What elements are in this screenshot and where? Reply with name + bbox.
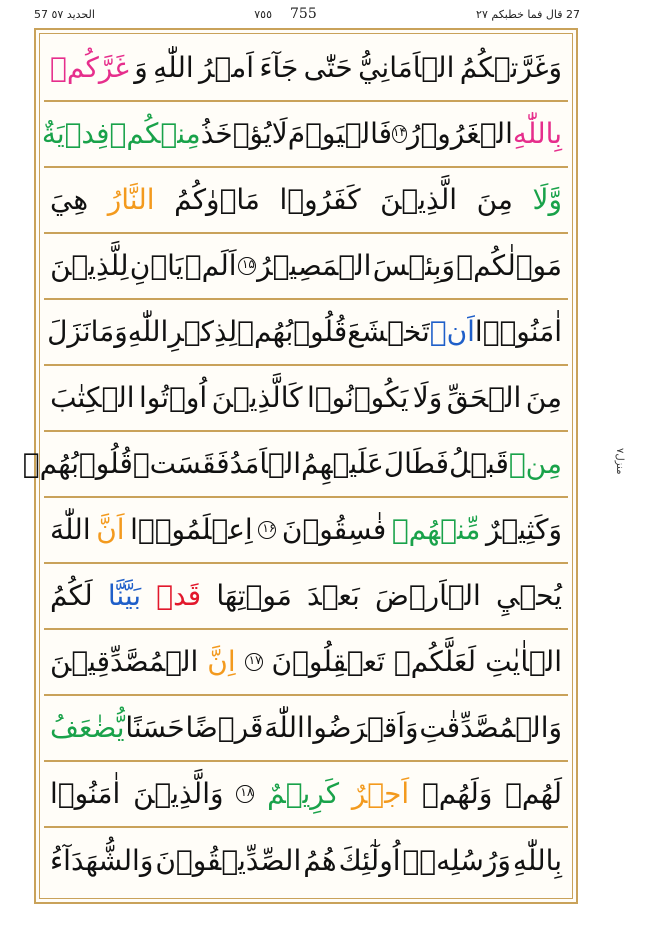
word: لَهُمۡ bbox=[505, 777, 562, 810]
word: اِنَّ bbox=[207, 645, 236, 678]
word: مِنۡكُمۡ bbox=[109, 117, 201, 150]
word: وَلَا bbox=[412, 381, 443, 414]
word: اَلَمۡ bbox=[184, 249, 237, 282]
word: الۡحَقِّ bbox=[446, 381, 522, 414]
word: قَبۡلُ bbox=[449, 447, 509, 480]
word: الۡاَرۡضَ bbox=[374, 579, 481, 612]
word: وَالَّذِيۡنَ bbox=[133, 777, 224, 810]
word: مِنَ bbox=[525, 381, 562, 414]
text-line bbox=[44, 36, 568, 102]
text-line bbox=[41, 102, 568, 168]
word: نَزَلَ bbox=[47, 315, 91, 348]
word: وَالۡمُصَّدِّقٰتِ bbox=[419, 711, 562, 744]
word: لَا bbox=[271, 117, 288, 150]
word: اللّٰهَ bbox=[50, 513, 91, 546]
word: فَالۡيَوۡمَ bbox=[287, 117, 393, 150]
verse-marker: ۱۸ bbox=[236, 785, 254, 803]
word: عَلَيۡهِمُ bbox=[301, 447, 384, 480]
word: فٰسِقُوۡنَ bbox=[281, 513, 387, 546]
word: حَتّٰى bbox=[303, 51, 353, 84]
text-line bbox=[44, 498, 568, 564]
text-line bbox=[44, 168, 568, 234]
word: اِعۡلَمُوۡۤا bbox=[130, 513, 253, 546]
word: مِنۡ bbox=[508, 447, 562, 480]
word: وَمَا bbox=[90, 315, 128, 348]
word: مِنَ bbox=[476, 183, 513, 216]
word: تَخۡشَعَ bbox=[347, 315, 430, 348]
word: مَوۡتِهَا bbox=[216, 579, 292, 612]
text-line bbox=[44, 762, 568, 828]
word: الۡاٰيٰتِ bbox=[485, 645, 562, 678]
word: جَآءَ bbox=[259, 51, 299, 84]
page-number: 755 bbox=[290, 6, 317, 22]
word: لَكُمُ bbox=[50, 579, 93, 612]
verse-marker: ۱۶ bbox=[258, 521, 276, 539]
verse-marker: ۱۴ bbox=[392, 125, 407, 143]
word: الۡاَمَانِيُّ bbox=[358, 51, 455, 84]
word: اللّٰهِ bbox=[153, 51, 194, 84]
word: اَمۡرُ bbox=[198, 51, 254, 84]
word: اُولٰٓئِكَ bbox=[338, 844, 401, 877]
word: وَ bbox=[134, 51, 148, 84]
word: فَطَالَ bbox=[383, 447, 450, 480]
word: اَنۡ bbox=[429, 315, 475, 348]
word: بَيَّنَّا bbox=[107, 579, 142, 612]
word: وَكَثِيۡرٌ bbox=[485, 513, 562, 546]
word: اُوۡتُوا bbox=[139, 381, 208, 414]
text-line bbox=[22, 432, 568, 498]
word: الۡمُصَّدِّقِيۡنَ bbox=[50, 645, 199, 678]
word: الَّذِيۡنَ bbox=[380, 183, 458, 216]
word: اللّٰهِ bbox=[127, 315, 169, 348]
word: كَرِيۡمٌ bbox=[267, 777, 340, 810]
header-center bbox=[254, 6, 316, 22]
word: مِّنۡهُمۡ bbox=[391, 513, 481, 546]
word: اٰمَنُوۡۤا bbox=[474, 315, 562, 348]
page-number-arabic: ٧٥٥ bbox=[254, 7, 272, 21]
word: الۡاَمَدُ bbox=[229, 447, 302, 480]
word: الۡغَرُوۡرُ bbox=[406, 117, 513, 150]
word: كَالَّذِيۡنَ bbox=[211, 381, 303, 414]
word: الۡكِتٰبَ bbox=[50, 381, 135, 414]
word: مَوۡلٰكُمۡ bbox=[456, 249, 562, 282]
word: وَرُسُلِهٖۤ bbox=[402, 844, 511, 877]
word: قُلُوۡبُهُمۡ bbox=[22, 447, 133, 480]
word: يُؤۡخَذُ bbox=[200, 117, 272, 150]
word: وَغَرَّتۡكُمُ bbox=[459, 51, 562, 84]
word: مَاۡوٰكُمُ bbox=[174, 183, 260, 216]
text-line bbox=[44, 696, 568, 762]
word: لِلَّذِيۡنَ bbox=[50, 249, 129, 282]
word: وَالشُّهَدَآءُ bbox=[50, 844, 154, 877]
word: اَجۡرٌ bbox=[351, 777, 410, 810]
word: لِذِكۡرِ bbox=[168, 315, 238, 348]
word: وَّلَا bbox=[532, 183, 562, 216]
word: الصِّدِّيۡقُوۡنَ bbox=[155, 844, 302, 877]
page-header bbox=[34, 0, 580, 28]
text-line bbox=[44, 564, 568, 630]
verse-marker: ۱۵ bbox=[238, 257, 256, 275]
word: قُلُوۡبُهُمۡ bbox=[237, 315, 348, 348]
word: وَلَهُمۡ bbox=[421, 777, 493, 810]
word: غَرَّكُمۡ bbox=[50, 51, 129, 84]
word: هِيَ bbox=[50, 183, 89, 216]
text-line bbox=[44, 630, 568, 696]
word: اللّٰهَ bbox=[264, 711, 305, 744]
header-right: 27 قال فما خطبكم ٢٧ bbox=[476, 7, 580, 21]
word: وَبِئۡسَ bbox=[372, 249, 455, 282]
word: هُمُ bbox=[303, 844, 337, 877]
manzil-label: منزل٧ bbox=[614, 448, 625, 475]
verse-marker: ۱۷ bbox=[245, 653, 263, 671]
word: تَعۡقِلُوۡنَ bbox=[271, 645, 385, 678]
word: النَّارُ bbox=[107, 183, 155, 216]
word: بَعۡدَ bbox=[307, 579, 360, 612]
word: فَقَسَتۡ bbox=[132, 447, 230, 480]
word: يُحۡيِ bbox=[495, 579, 562, 612]
word: اَنَّ bbox=[96, 513, 125, 546]
text-line bbox=[44, 300, 568, 366]
text-frame bbox=[22, 28, 578, 904]
word: لَعَلَّكُمۡ bbox=[393, 645, 477, 678]
word: حَسَنًا bbox=[125, 711, 185, 744]
text-line bbox=[44, 828, 568, 894]
word: كَفَرُوۡا bbox=[279, 183, 361, 216]
word: بِاللّٰهِ bbox=[512, 117, 562, 150]
word: بِاللّٰهِ bbox=[512, 844, 562, 877]
word: يَاۡنِ bbox=[129, 249, 184, 282]
text-line bbox=[44, 366, 568, 432]
word: يُّضٰعَفُ bbox=[50, 711, 125, 744]
word: وَاَقۡرَضُوا bbox=[305, 711, 419, 744]
header-left: 57 الحديد ٥٧ bbox=[34, 7, 95, 21]
word: قَدۡ bbox=[156, 579, 202, 612]
word: قَرۡضًا bbox=[185, 711, 264, 744]
word: فِدۡيَةٌ bbox=[41, 117, 110, 150]
word: الۡمَصِيۡرُ bbox=[257, 249, 372, 282]
word: يَكُوۡنُوۡا bbox=[307, 381, 409, 414]
text-line bbox=[44, 234, 568, 300]
word: اٰمَنُوۡا bbox=[50, 777, 121, 810]
